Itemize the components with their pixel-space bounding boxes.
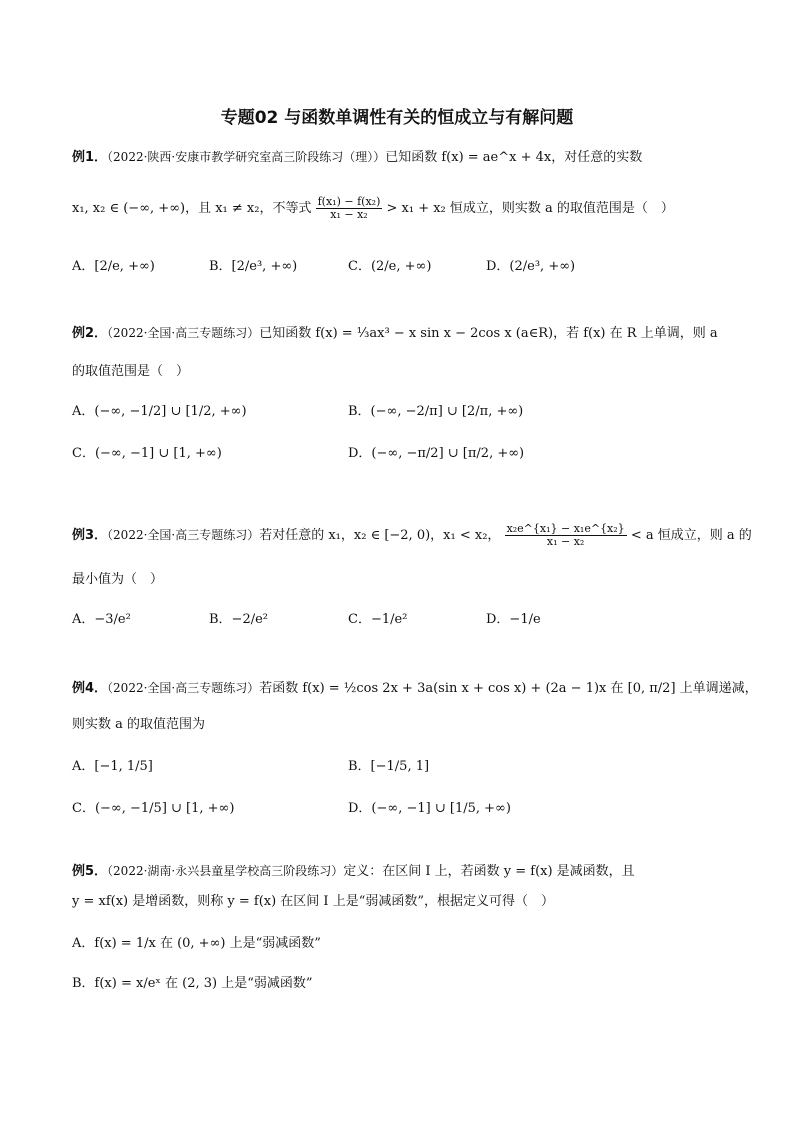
example-5-option-b: B．f(x) = x/eˣ 在 (2, 3) 上是“弱减函数” — [72, 976, 313, 991]
example-5-option-a: A．f(x) = 1/x 在 (0, +∞) 上是“弱减函数” — [72, 936, 321, 951]
example-3-source: （2022·全国·高三专题练习） — [107, 528, 260, 543]
example-2-option-d: D．(−∞, −π/2] ∪ [π/2, +∞) — [348, 446, 525, 461]
example-1-text-1: 已知函数 f(x) = ae^x + 4x，对任意的实数 — [385, 150, 643, 165]
example-3-option-a: A．−3/e² — [72, 612, 131, 627]
example-5-source: （2022·湖南·永兴县童星学校高三阶段练习） — [107, 864, 344, 878]
example-4-option-b: B．[−1/5, 1] — [348, 759, 430, 774]
example-2-line-1 — [72, 326, 718, 343]
example-4-option-d: D．(−∞, −1] ∪ [1/5, +∞) — [348, 801, 511, 816]
example-1-line-1 — [72, 150, 642, 167]
example-1-option-b: B．[2/e³, +∞) — [209, 259, 298, 274]
example-4-line-2: 则实数 a 的取值范围为 — [72, 717, 206, 732]
example-1-frac-num: f(x₁) − f(x₂) — [317, 195, 381, 208]
example-4-option-a: A．[−1, 1/5] — [72, 759, 153, 774]
example-3-option-d: D．−1/e — [486, 612, 541, 627]
example-3-frac-den: x₁ − x₂ — [546, 535, 585, 549]
example-1-text-3: > x₁ + x₂ 恒成立，则实数 a 的取值范围是（ ） — [386, 201, 674, 217]
example-2-option-c: C．(−∞, −1] ∪ [1, +∞) — [72, 446, 222, 461]
example-1-line-2 — [72, 196, 674, 221]
example-3-option-b: B．−2/e² — [209, 612, 269, 627]
example-5-line-1 — [72, 864, 635, 881]
example-1-source: （2022·陕西·安康市教学研究室高三阶段练习（理）） — [107, 150, 386, 164]
example-1-frac-den: x₁ − x₂ — [330, 208, 368, 222]
example-5-line-2: y = xf(x) 是增函数，则称 y = f(x) 在区间 I 上是“弱减函数”，根据定义可得（ ） — [72, 894, 554, 909]
example-4-option-c: C．(−∞, −1/5] ∪ [1, +∞) — [72, 801, 235, 816]
example-1-label: 例1． — [72, 150, 108, 165]
example-1-text-2: x₁, x₂ ∈ (−∞, +∞)，且 x₁ ≠ x₂，不等式 — [72, 201, 312, 217]
example-3-option-c: C．−1/e² — [348, 612, 408, 627]
example-3-label: 例3． — [72, 528, 108, 544]
example-1-fraction — [316, 196, 383, 221]
example-1-option-c: C．(2/e, +∞) — [348, 259, 432, 274]
page-title: 专题02 与函数单调性有关的恒成立与有解问题 — [220, 108, 574, 128]
example-3-line-1 — [72, 523, 752, 548]
example-2-source: （2022·全国·高三专题练习） — [107, 326, 260, 340]
example-1-option-d: D．(2/e³, +∞) — [486, 259, 576, 274]
example-1-option-a: A．[2/e, +∞) — [72, 259, 155, 274]
example-2-option-a: A．(−∞, −1/2] ∪ [1/2, +∞) — [72, 404, 247, 419]
example-3-frac-num: x₂e^{x₁} − x₁e^{x₂} — [506, 522, 625, 535]
example-2-text-1: 已知函数 f(x) = ⅓ax³ − x sin x − 2cos x (a∈R)，若 f(x) 在 R 上单调，则 a — [259, 326, 718, 341]
example-3-fraction — [505, 523, 627, 548]
example-4-line-1 — [72, 681, 758, 698]
example-2-option-b: B．(−∞, −2/π] ∪ [2/π, +∞) — [348, 404, 524, 419]
example-3-line-2: 最小值为（ ） — [72, 572, 164, 587]
example-3-text-1: 若对任意的 x₁，x₂ ∈ [−2, 0)，x₁ < x₂， — [259, 528, 501, 544]
example-2-label: 例2． — [72, 326, 108, 341]
example-2-line-2: 的取值范围是（ ） — [72, 364, 190, 379]
example-4-text-1: 若函数 f(x) = ½cos 2x + 3a(sin x + cos x) + (2a − 1)x 在 [0, π/2] 上单调递减， — [259, 681, 758, 696]
example-4-label: 例4． — [72, 681, 108, 696]
example-3-text-1b: < a 恒成立，则 a 的 — [630, 528, 752, 544]
example-5-label: 例5． — [72, 864, 108, 879]
example-4-source: （2022·全国·高三专题练习） — [107, 681, 260, 695]
example-5-text-1: 定义：在区间 I 上，若函数 y = f(x) 是减函数，且 — [343, 864, 635, 879]
